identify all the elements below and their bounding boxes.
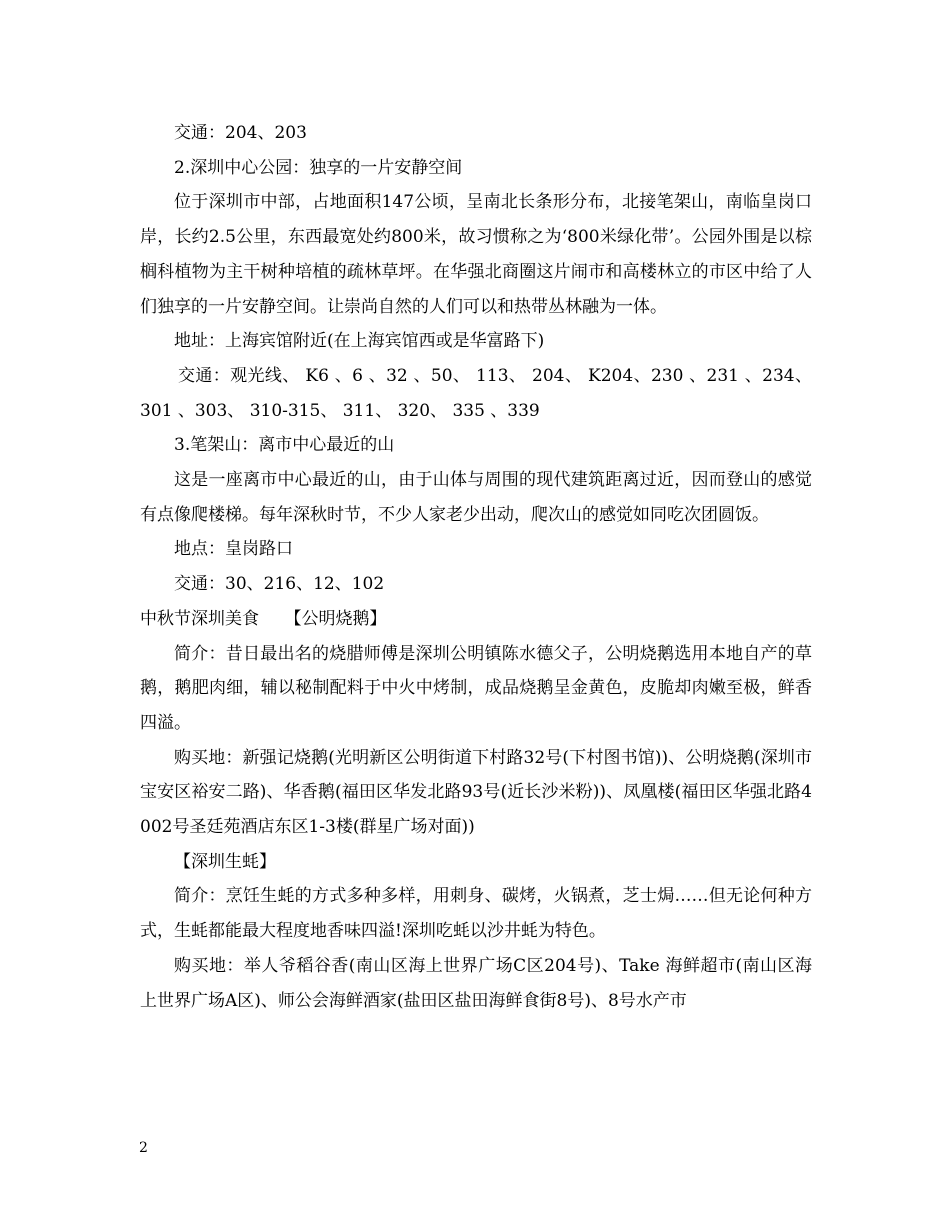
central-park-address: 地址：上海宾馆附近(在上海宾馆西或是华富路下) — [174, 331, 545, 352]
bijia-mountain-location: 地点：皇岗路口 — [174, 539, 293, 560]
transport-line-1: 交通：204、203 — [174, 123, 307, 143]
heading-bijia-mountain: 3.笔架山：离市中心最近的山 — [174, 435, 395, 456]
roast-goose-shops: 购买地：新强记烧鹅(光明新区公明街道下村路32号(下村图书馆))、公明烧鹅(深圳市宝安区裕安二路)、华香鹅(福田区华发北路93号(近长沙米粉))、凤凰楼(福田区华强北路4002号圣廷苑酒店东区1-3楼(群星广场对面)) — [140, 747, 812, 838]
heading-food: 中秋节深圳美食 【公明烧鹅】 — [140, 608, 387, 629]
central-park-transport: 交通：观光线、 K6 、6 、32 、50、 113、 204、 K204、230 、231 、234、 301 、303、 310-315、 311、 320、 335 、339 — [140, 365, 812, 421]
page-number: 2 — [139, 1140, 148, 1156]
heading-oysters: 【深圳生蚝】 — [174, 851, 276, 872]
oysters-shops: 购买地：举人爷稻谷香(南山区海上世界广场C区204号)、Take 海鲜超市(南山区海上世界广场A区)、师公会海鲜酒家(盐田区盐田海鲜食街8号)、8号水产市 — [140, 955, 812, 1011]
central-park-description: 位于深圳市中部，占地面积147公顷，呈南北长条形分布，北接笔架山，南临皇岗口岸，长约2.5公里，东西最宽处约800米，故习惯称之为‘800米绿化带’。公园外围是以棕榈科植物为主干树种培植的疏林草坪。在华强北商圈这片闹市和高楼林立的市区中给了人们独享的一片安静空间。让崇尚自然的人们可以和热带丛林融为一体。 — [140, 192, 812, 317]
roast-goose-intro: 简介：昔日最出名的烧腊师傅是深圳公明镇陈水德父子，公明烧鹅选用本地自产的草鹅，鹅肥肉细，辅以秘制配料于中火中烤制，成品烧鹅呈金黄色，皮脆却肉嫩至极，鲜香四溢。 — [140, 643, 812, 733]
page-body — [140, 116, 812, 1018]
bijia-mountain-transport: 交通：30、216、12、102 — [174, 574, 385, 595]
heading-central-park: 2.深圳中心公园：独享的一片安静空间 — [174, 157, 463, 178]
bijia-mountain-description: 这是一座离市中心最近的山，由于山体与周围的现代建筑距离过近，因而登山的感觉有点像爬楼梯。每年深秋时节，不少人家老少出动，爬次山的感觉如同吃次团圆饭。 — [140, 470, 812, 525]
oysters-intro: 简介：烹饪生蚝的方式多种多样，用刺身、碳烤，火锅煮，芝士焗……但无论何种方式，生蚝都能最大程度地香味四溢!深圳吃蚝以沙井蚝为特色。 — [140, 886, 812, 942]
